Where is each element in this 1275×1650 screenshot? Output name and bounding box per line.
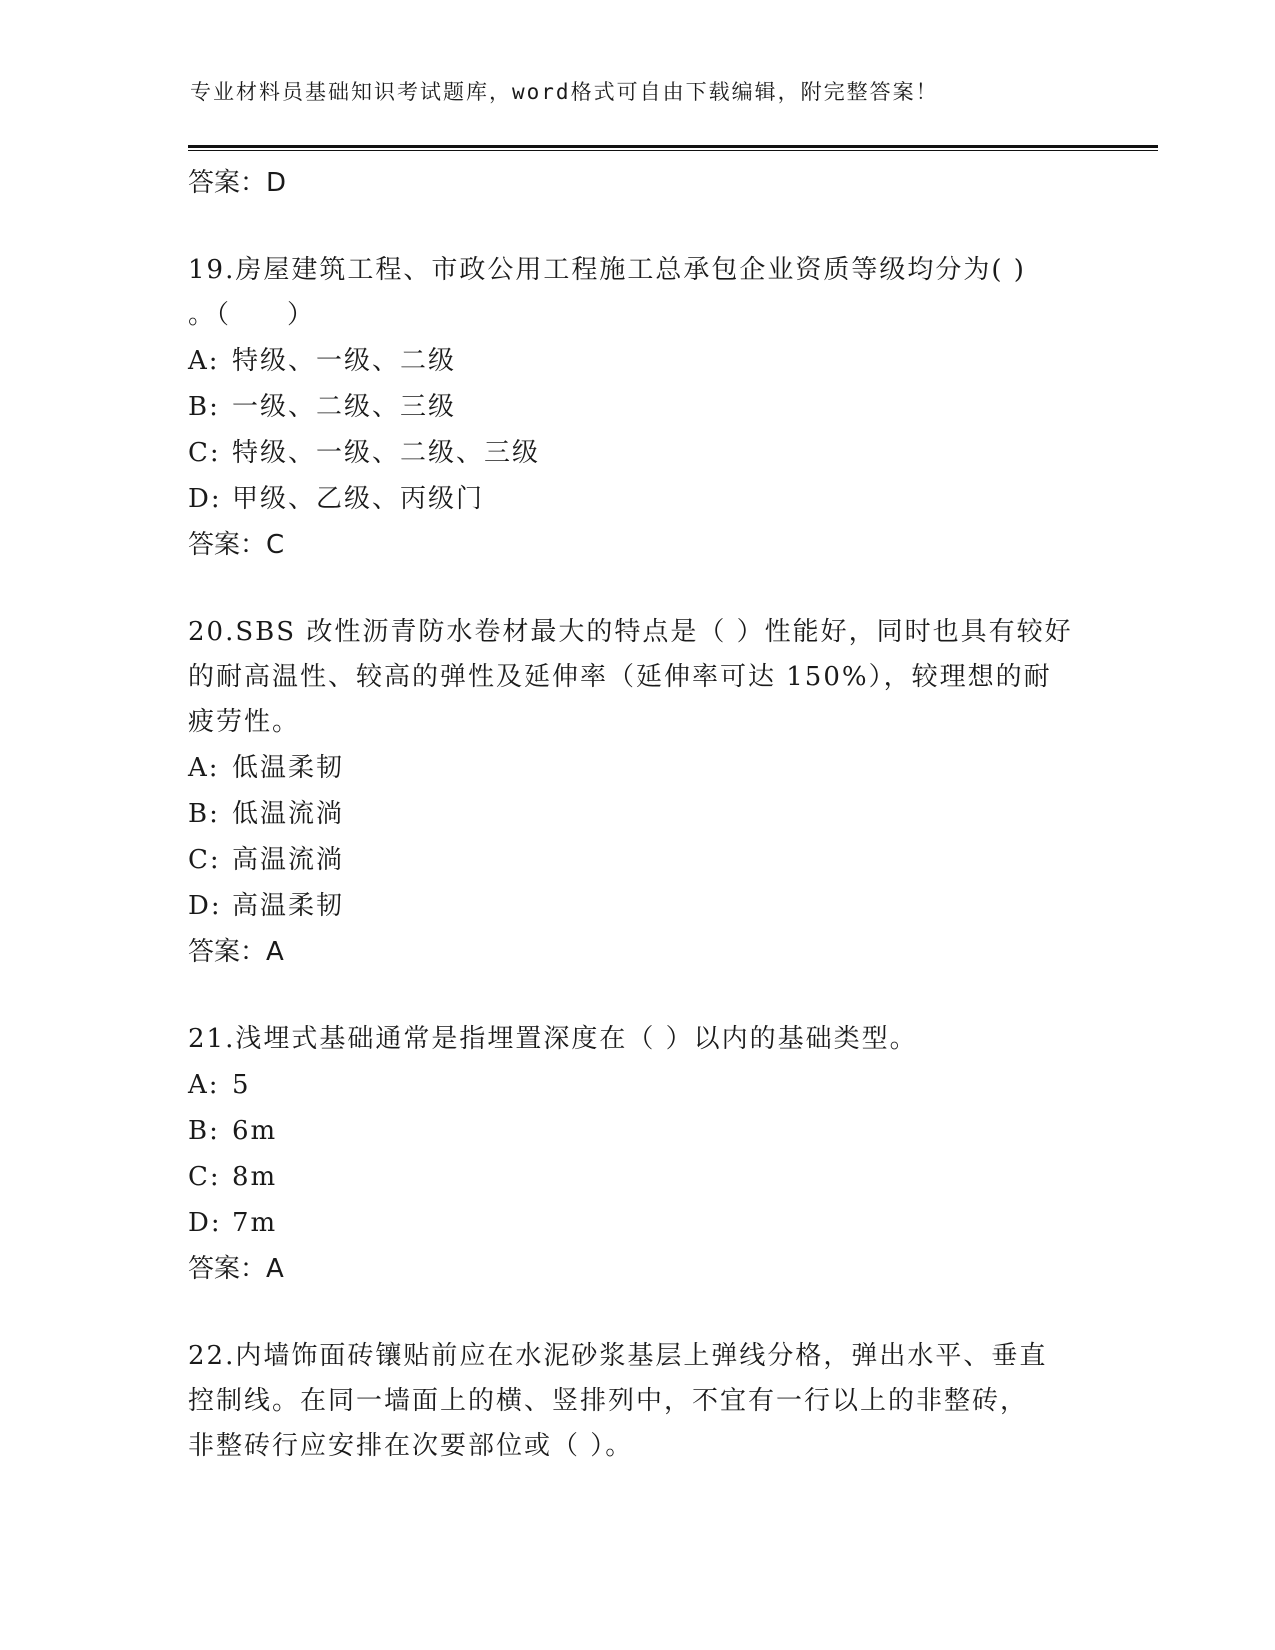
option-d [188,883,1088,929]
option-letter: D: [188,484,222,514]
question-stem-line: 非整砖行应安排在次要部位或（ ）。 [188,1431,634,1461]
option-letter: B: [188,392,220,422]
question-stem-line: 的耐高温性、较高的弹性及延伸率（延伸率可达 150%），较理想的耐 [188,662,1052,692]
option-letter: C: [188,438,221,468]
option-letter: A: [188,346,220,376]
option-text: 6m [232,1116,278,1146]
option-a [188,745,1088,791]
option-text: 特级、一级、二级、三级 [232,438,541,468]
question-block [188,1334,1088,1469]
option-text: 高温流淌 [232,845,345,875]
header-divider [188,145,1158,151]
option-c [188,1154,1088,1200]
question-stem-line: 控制线。在同一墙面上的横、竖排列中，不宜有一行以上的非整砖， [188,1386,1029,1416]
option-text: 甲级、乙级、丙级门 [232,484,485,514]
answer-label: 答案：A [188,1254,284,1284]
option-letter: D: [188,891,222,921]
option-a [188,1062,1088,1108]
question-stem-line: 19.房屋建筑工程、市政公用工程施工总承包企业资质等级均分为( ) [188,255,1026,285]
option-b [188,791,1088,837]
question-stem [188,248,1088,338]
option-text: 低温柔韧 [232,753,345,783]
option-text: 8m [232,1162,278,1192]
question-block [188,248,1088,568]
option-text: 7m [232,1208,278,1238]
option-text: 一级、二级、三级 [232,392,457,422]
option-letter: C: [188,845,221,875]
question-stem [188,1017,1088,1062]
question-list [188,160,1088,1469]
option-letter: B: [188,799,220,829]
option-letter: A: [188,1070,220,1100]
option-text: 低温流淌 [232,799,345,829]
option-c [188,430,1088,476]
question-stem-line: 。（ ） [188,300,316,330]
option-letter: A: [188,753,220,783]
question-stem [188,610,1088,745]
question-stem-line: 20.SBS 改性沥青防水卷材最大的特点是（ ）性能好，同时也具有较好 [188,617,1073,647]
answer-label: 答案：C [188,530,285,560]
question-stem [188,1334,1088,1469]
option-d [188,1200,1088,1246]
option-a [188,338,1088,384]
option-text: 特级、一级、二级 [232,346,457,376]
option-d [188,476,1088,522]
answer-label: 答案：A [188,937,284,967]
option-b [188,384,1088,430]
option-c [188,837,1088,883]
page-header-text: 专业材料员基础知识考试题库，word格式可自由下载编辑，附完整答案！ [190,80,939,104]
question-block [188,610,1088,975]
question-stem-line: 21.浅埋式基础通常是指埋置深度在（ ）以内的基础类型。 [188,1024,918,1054]
option-text: 高温柔韧 [232,891,345,921]
option-letter: B: [188,1116,220,1146]
option-letter: D: [188,1208,222,1238]
question-stem-line: 疲劳性。 [188,707,301,737]
question-stem-line: 22.内墙饰面砖镶贴前应在水泥砂浆基层上弹线分格，弹出水平、垂直 [188,1341,1048,1371]
answer-label: 答案：D [188,168,287,198]
option-b [188,1108,1088,1154]
option-text: 5 [232,1070,251,1100]
option-letter: C: [188,1162,221,1192]
question-block [188,1017,1088,1292]
